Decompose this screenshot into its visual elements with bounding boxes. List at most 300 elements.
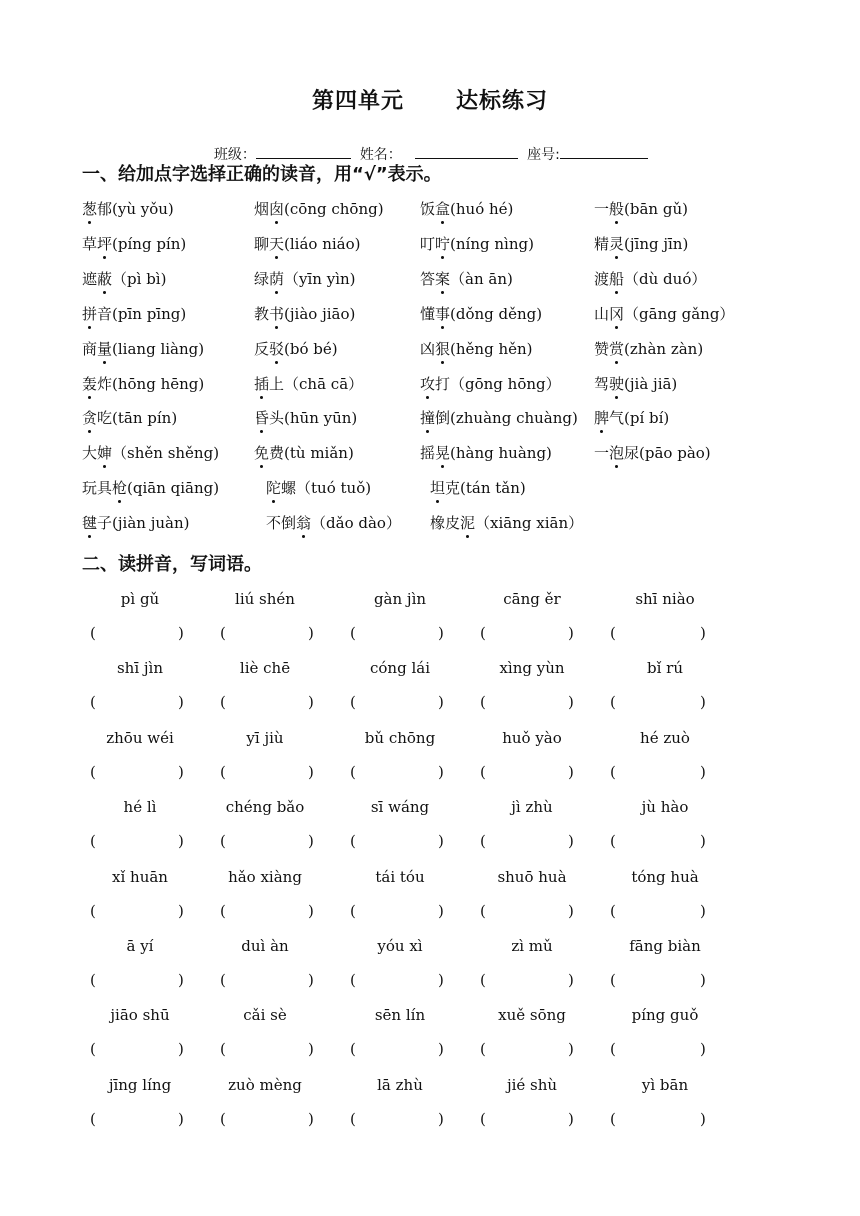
choice-item[interactable]	[254, 442, 354, 463]
class-field[interactable]	[256, 144, 351, 159]
dotted-character: 毽	[82, 514, 98, 533]
pinyin-prompt: shuō huà	[497, 867, 567, 886]
pinyin-options: (zhàn zàn)	[624, 339, 704, 358]
seat-field[interactable]	[560, 144, 648, 159]
choice-item[interactable]	[82, 477, 219, 498]
answer-blank[interactable]	[90, 763, 188, 783]
open-paren: (	[220, 1109, 226, 1128]
answer-blank[interactable]	[220, 1040, 318, 1060]
choice-item[interactable]	[420, 442, 552, 463]
pinyin-options: 子(jiàn juàn)	[97, 514, 190, 533]
pinyin-options: (hàng huàng)	[450, 444, 552, 463]
pinyin-prompt: liè chē	[239, 659, 291, 678]
pinyin-options: 炸(hōng hēng)	[97, 374, 205, 393]
open-paren: (	[350, 832, 356, 851]
answer-blank[interactable]	[480, 902, 578, 922]
answer-blank[interactable]	[220, 763, 318, 783]
choice-item[interactable]	[594, 373, 677, 394]
close-paren: )	[568, 901, 574, 920]
word-text: 聊	[254, 234, 270, 253]
pinyin-row	[0, 798, 860, 818]
answer-blank[interactable]	[610, 763, 710, 783]
pinyin-options: (cōng chōng)	[284, 200, 384, 218]
choice-item[interactable]	[254, 407, 357, 428]
word-text: 摇	[420, 444, 436, 463]
answer-blank[interactable]	[90, 624, 188, 644]
pinyin-prompt: zì mǔ	[511, 937, 553, 955]
answer-blank[interactable]	[480, 624, 578, 644]
answer-blank[interactable]	[350, 763, 448, 783]
answer-blank[interactable]	[90, 832, 188, 852]
close-paren: )	[308, 832, 314, 851]
dotted-character: 坦	[430, 479, 446, 498]
answer-blank[interactable]	[350, 902, 448, 922]
section1-heading: 一、给加点字选择正确的读音，用“√”表示。	[82, 164, 442, 185]
pinyin-prompt: zuò mèng	[228, 1075, 302, 1094]
choice-item[interactable]	[254, 198, 384, 219]
word-text: 叮	[420, 234, 436, 253]
dotted-character: 事	[435, 304, 451, 323]
open-paren: (	[350, 901, 356, 920]
close-paren: )	[178, 624, 184, 642]
answer-blank[interactable]	[220, 693, 318, 713]
word-text: 草	[82, 234, 98, 253]
answer-blank[interactable]	[220, 971, 318, 991]
close-paren: )	[178, 1109, 184, 1128]
pinyin-options: (píng pín)	[112, 234, 187, 253]
pinyin-options: 气(pí bí)	[609, 409, 670, 428]
close-paren: )	[568, 762, 574, 781]
open-paren: (	[350, 624, 356, 642]
pinyin-options: (huó hé)	[450, 200, 514, 218]
dotted-character: 拼	[82, 304, 98, 323]
close-paren: )	[700, 693, 706, 712]
open-paren: (	[220, 971, 226, 989]
answer-blank[interactable]	[480, 1110, 578, 1130]
answer-blank[interactable]	[220, 902, 318, 922]
name-label: 姓名：	[359, 147, 402, 163]
pinyin-prompt: bǔ chōng	[364, 728, 436, 747]
seat-label: 座号:	[527, 147, 560, 163]
pinyin-options: 螺（tuó tuǒ)	[281, 479, 372, 498]
choice-item[interactable]	[254, 373, 363, 394]
dotted-character: 囱	[269, 200, 285, 218]
pinyin-prompt: liú shén	[235, 590, 295, 608]
close-paren: )	[308, 971, 314, 989]
open-paren: (	[220, 1040, 226, 1059]
answer-blank[interactable]	[480, 832, 578, 852]
choice-item[interactable]	[82, 303, 186, 324]
pinyin-options: (liang liàng)	[112, 339, 205, 358]
section2-heading: 二、读拼音，写词语。	[82, 554, 262, 575]
dotted-character: 咛	[435, 234, 451, 253]
pinyin-prompt: cǎi sè	[243, 1006, 287, 1025]
choice-item[interactable]	[254, 268, 356, 289]
open-paren: (	[610, 693, 616, 712]
choice-item[interactable]	[594, 442, 711, 463]
close-paren: )	[438, 971, 444, 989]
dotted-character: 轰	[82, 374, 98, 393]
answer-blank[interactable]	[480, 763, 578, 783]
close-paren: )	[308, 762, 314, 781]
dotted-character: 船	[609, 269, 625, 288]
close-paren: )	[308, 624, 314, 642]
class-label: 班级：	[213, 147, 256, 163]
pinyin-options: (níng nìng)	[450, 234, 534, 253]
word-text: 精	[594, 234, 610, 253]
pinyin-options: (hěng hěn)	[450, 339, 533, 358]
pinyin-prompt: sēn lín	[374, 1006, 426, 1025]
dotted-character: 驶	[609, 374, 625, 393]
pinyin-prompt: yì bān	[641, 1075, 689, 1094]
pinyin-prompt: shī niào	[635, 590, 695, 608]
answer-blank[interactable]	[350, 1040, 448, 1060]
word-text: 凶	[420, 339, 436, 358]
close-paren: )	[700, 1040, 706, 1059]
dotted-character: 盒	[435, 200, 451, 218]
dotted-character: 枪	[112, 479, 128, 498]
pinyin-prompt: cāng ěr	[503, 590, 561, 608]
answer-blank[interactable]	[90, 1110, 188, 1130]
choice-item[interactable]	[430, 477, 526, 498]
choice-item[interactable]	[594, 233, 688, 254]
answer-row	[0, 1110, 860, 1130]
pinyin-options: 上（chā cā）	[269, 374, 364, 393]
pinyin-prompt: jīng líng	[108, 1075, 172, 1094]
word-text: 一	[594, 444, 610, 463]
choice-item[interactable]	[82, 268, 166, 289]
answer-blank[interactable]	[610, 971, 710, 991]
dotted-character: 坪	[97, 234, 113, 253]
close-paren: )	[700, 901, 706, 920]
close-paren: )	[568, 624, 574, 642]
dotted-character: 驳	[269, 339, 285, 358]
answer-row	[0, 763, 860, 783]
pinyin-prompt: sī wáng	[370, 798, 430, 817]
open-paren: (	[90, 624, 96, 642]
open-paren: (	[350, 1040, 356, 1059]
word-text: 烟	[254, 200, 270, 218]
answer-blank[interactable]	[350, 624, 448, 644]
pinyin-options: （shěn shěng)	[112, 444, 220, 463]
dotted-character: 泡	[609, 444, 625, 463]
word-text: 赞	[594, 339, 610, 358]
answer-blank[interactable]	[90, 902, 188, 922]
open-paren: (	[90, 762, 96, 781]
pinyin-prompt: chéng bǎo	[225, 798, 305, 817]
dotted-character: 贪	[82, 409, 98, 428]
choice-item[interactable]	[266, 477, 371, 498]
pinyin-prompt: fāng biàn	[629, 937, 701, 955]
choice-item[interactable]	[254, 338, 338, 359]
close-paren: )	[568, 832, 574, 851]
pinyin-options: 打（gōng hōng）	[435, 374, 561, 393]
answer-blank[interactable]	[480, 1040, 578, 1060]
choice-item[interactable]	[420, 268, 513, 289]
answer-blank[interactable]	[480, 971, 578, 991]
answer-blank[interactable]	[610, 1110, 710, 1130]
choice-item[interactable]	[594, 268, 706, 289]
open-paren: (	[90, 901, 96, 920]
dotted-character: 荫	[269, 269, 285, 288]
choice-item[interactable]	[254, 233, 361, 254]
pinyin-prompt: yī jiù	[246, 728, 284, 747]
dotted-character: 蔽	[97, 269, 113, 288]
dotted-character: 免	[254, 444, 270, 463]
word-text: 遮	[82, 269, 98, 288]
answer-blank[interactable]	[90, 693, 188, 713]
choice-item[interactable]	[594, 338, 703, 359]
open-paren: (	[220, 901, 226, 920]
open-paren: (	[480, 832, 486, 851]
answer-blank[interactable]	[480, 693, 578, 713]
close-paren: )	[438, 762, 444, 781]
answer-blank[interactable]	[350, 693, 448, 713]
close-paren: )	[700, 762, 706, 781]
close-paren: )	[438, 693, 444, 712]
open-paren: (	[610, 832, 616, 851]
answer-row	[0, 1040, 860, 1060]
pinyin-prompt: píng guǒ	[631, 1006, 699, 1025]
pinyin-prompt: cóng lái	[370, 659, 430, 678]
choice-item[interactable]	[82, 233, 186, 254]
pinyin-options: 尿(pāo pào)	[624, 444, 711, 463]
open-paren: (	[610, 1109, 616, 1128]
close-paren: )	[178, 832, 184, 851]
answer-row	[0, 832, 860, 852]
word-text: 教	[254, 304, 270, 323]
answer-blank[interactable]	[610, 624, 710, 644]
pinyin-options: 郁(yù yǒu)	[97, 200, 174, 218]
close-paren: )	[568, 1109, 574, 1128]
open-paren: (	[350, 971, 356, 989]
dotted-character: 昏	[254, 409, 270, 428]
pinyin-row	[0, 590, 860, 610]
close-paren: )	[568, 971, 574, 989]
choice-item[interactable]	[594, 198, 688, 219]
pinyin-prompt: shī jìn	[116, 659, 164, 678]
pinyin-options: (qiān qiāng)	[127, 479, 220, 498]
choice-item[interactable]	[594, 407, 669, 428]
choice-item[interactable]	[420, 233, 534, 254]
close-paren: )	[178, 693, 184, 712]
pinyin-options: （yīn yìn)	[284, 269, 356, 288]
pinyin-options: 克(tán tǎn)	[445, 479, 526, 498]
open-paren: (	[610, 971, 616, 989]
pinyin-prompt: tái tóu	[375, 867, 425, 886]
name-field[interactable]	[415, 144, 518, 159]
pinyin-prompt: duì àn	[241, 937, 289, 955]
pinyin-prompt: hé zuò	[640, 728, 690, 747]
dotted-character: 葱	[82, 200, 98, 218]
answer-blank[interactable]	[610, 902, 710, 922]
dotted-character: 冈	[609, 304, 625, 323]
pinyin-prompt: jié shù	[506, 1075, 558, 1094]
dotted-character: 赏	[609, 339, 625, 358]
close-paren: )	[438, 901, 444, 920]
pinyin-prompt: hǎo xiàng	[228, 867, 302, 886]
dotted-character: 攻	[420, 374, 436, 393]
open-paren: (	[480, 1109, 486, 1128]
dotted-character: 婶	[97, 444, 113, 463]
answer-row	[0, 902, 860, 922]
word-text: 山	[594, 304, 610, 323]
choice-item[interactable]	[430, 512, 583, 533]
pinyin-prompt: bǐ rú	[647, 659, 683, 678]
answer-blank[interactable]	[350, 1110, 448, 1130]
open-paren: (	[90, 832, 96, 851]
open-paren: (	[220, 693, 226, 712]
word-text: 不倒	[266, 514, 297, 533]
dotted-character: 书	[269, 304, 285, 323]
answer-blank[interactable]	[350, 832, 448, 852]
open-paren: (	[220, 624, 226, 642]
answer-blank[interactable]	[610, 832, 710, 852]
open-paren: (	[480, 971, 486, 989]
answer-blank[interactable]	[90, 1040, 188, 1060]
open-paren: (	[350, 1109, 356, 1128]
close-paren: )	[438, 832, 444, 851]
choice-item[interactable]	[82, 442, 219, 463]
dotted-character: 撞	[420, 409, 436, 428]
close-paren: )	[178, 762, 184, 781]
word-text: 反	[254, 339, 270, 358]
pinyin-prompt: tóng huà	[631, 867, 699, 886]
word-text: 懂	[420, 304, 436, 323]
word-text: 饭	[420, 200, 436, 218]
choice-item[interactable]	[266, 512, 401, 533]
answer-blank[interactable]	[610, 693, 710, 713]
open-paren: (	[220, 762, 226, 781]
pinyin-options: 吃(tān pín)	[97, 409, 178, 428]
word-text: 一	[594, 200, 610, 218]
answer-blank[interactable]	[220, 832, 318, 852]
choice-item[interactable]	[420, 338, 533, 359]
open-paren: (	[90, 1109, 96, 1128]
dotted-character: 灵	[609, 234, 625, 253]
close-paren: )	[700, 1109, 706, 1128]
open-paren: (	[220, 832, 226, 851]
dotted-character: 脾	[594, 409, 610, 428]
word-text: 大	[82, 444, 98, 463]
choice-item[interactable]	[420, 407, 578, 428]
pinyin-row	[0, 868, 860, 888]
choice-item[interactable]	[82, 338, 204, 359]
pinyin-options: 倒(zhuàng chuàng)	[435, 409, 578, 428]
pinyin-prompt: ā yí	[126, 937, 154, 955]
close-paren: )	[700, 971, 706, 989]
pinyin-row	[0, 729, 860, 749]
close-paren: )	[178, 901, 184, 920]
close-paren: )	[178, 971, 184, 989]
close-paren: )	[438, 1109, 444, 1128]
answer-blank[interactable]	[90, 971, 188, 991]
pinyin-options: (bān gǔ)	[624, 200, 688, 218]
pinyin-options: (liáo niáo)	[284, 234, 361, 253]
choice-item[interactable]	[420, 303, 542, 324]
pinyin-prompt: jiāo shū	[110, 1006, 170, 1025]
close-paren: )	[308, 901, 314, 920]
answer-blank[interactable]	[220, 624, 318, 644]
pinyin-options: （dǎo dào）	[311, 514, 401, 533]
pinyin-options: (jīng jīn)	[624, 234, 689, 253]
open-paren: (	[480, 901, 486, 920]
dotted-character: 狠	[435, 339, 451, 358]
answer-blank[interactable]	[610, 1040, 710, 1060]
choice-item[interactable]	[82, 373, 204, 394]
pinyin-options: (jià jiā)	[624, 374, 678, 393]
pinyin-prompt: zhōu wéi	[106, 728, 174, 747]
pinyin-prompt: huǒ yào	[502, 728, 562, 747]
choice-item[interactable]	[594, 303, 734, 324]
answer-row	[0, 624, 860, 644]
answer-blank[interactable]	[220, 1110, 318, 1130]
close-paren: )	[308, 1040, 314, 1059]
choice-item[interactable]	[82, 198, 174, 219]
open-paren: (	[610, 762, 616, 781]
answer-row	[0, 693, 860, 713]
pinyin-prompt: hé lì	[123, 798, 157, 817]
pinyin-options: (jiào jiāo)	[284, 304, 356, 323]
close-paren: )	[178, 1040, 184, 1059]
close-paren: )	[438, 1040, 444, 1059]
open-paren: (	[90, 971, 96, 989]
open-paren: (	[90, 1040, 96, 1059]
pinyin-options: (bó bé)	[284, 339, 338, 358]
dotted-character: 陀	[266, 479, 282, 498]
choice-item[interactable]	[82, 512, 189, 533]
pinyin-prompt: xǐ huān	[112, 867, 168, 886]
pinyin-prompt: lā zhù	[377, 1075, 423, 1094]
pinyin-row	[0, 1076, 860, 1096]
pinyin-options: 头(hūn yūn)	[269, 409, 358, 428]
dotted-character: 插	[254, 374, 270, 393]
dotted-character: 晃	[435, 444, 451, 463]
choice-item[interactable]	[254, 303, 355, 324]
close-paren: )	[438, 624, 444, 642]
pinyin-prompt: pì gǔ	[120, 590, 160, 608]
pinyin-options: 音(pīn pīng)	[97, 304, 187, 323]
choice-item[interactable]	[420, 198, 513, 219]
pinyin-prompt: xìng yùn	[499, 659, 565, 678]
choice-item[interactable]	[420, 373, 561, 394]
dotted-character: 案	[435, 269, 451, 288]
dotted-character: 天	[269, 234, 285, 253]
answer-blank[interactable]	[350, 971, 448, 991]
pinyin-options: (dǒng děng)	[450, 304, 543, 323]
word-text: 玩具	[82, 479, 113, 498]
pinyin-options: （xiāng xiān）	[475, 514, 584, 533]
close-paren: )	[568, 1040, 574, 1059]
word-text: 渡	[594, 269, 610, 288]
open-paren: (	[610, 1040, 616, 1059]
answer-row	[0, 971, 860, 991]
dotted-character: 翁	[296, 514, 312, 533]
pinyin-prompt: xuě sōng	[498, 1006, 566, 1025]
pinyin-options: （gāng gǎng）	[624, 304, 735, 323]
open-paren: (	[610, 624, 616, 642]
close-paren: )	[700, 832, 706, 851]
word-text: 绿	[254, 269, 270, 288]
pinyin-options: （àn ān)	[450, 269, 513, 288]
page-title: 第四单元 达标练习	[312, 89, 548, 114]
open-paren: (	[480, 693, 486, 712]
word-text: 橡皮	[430, 514, 461, 533]
dotted-character: 般	[609, 200, 625, 218]
close-paren: )	[308, 1109, 314, 1128]
choice-item[interactable]	[82, 407, 177, 428]
pinyin-row	[0, 937, 860, 957]
